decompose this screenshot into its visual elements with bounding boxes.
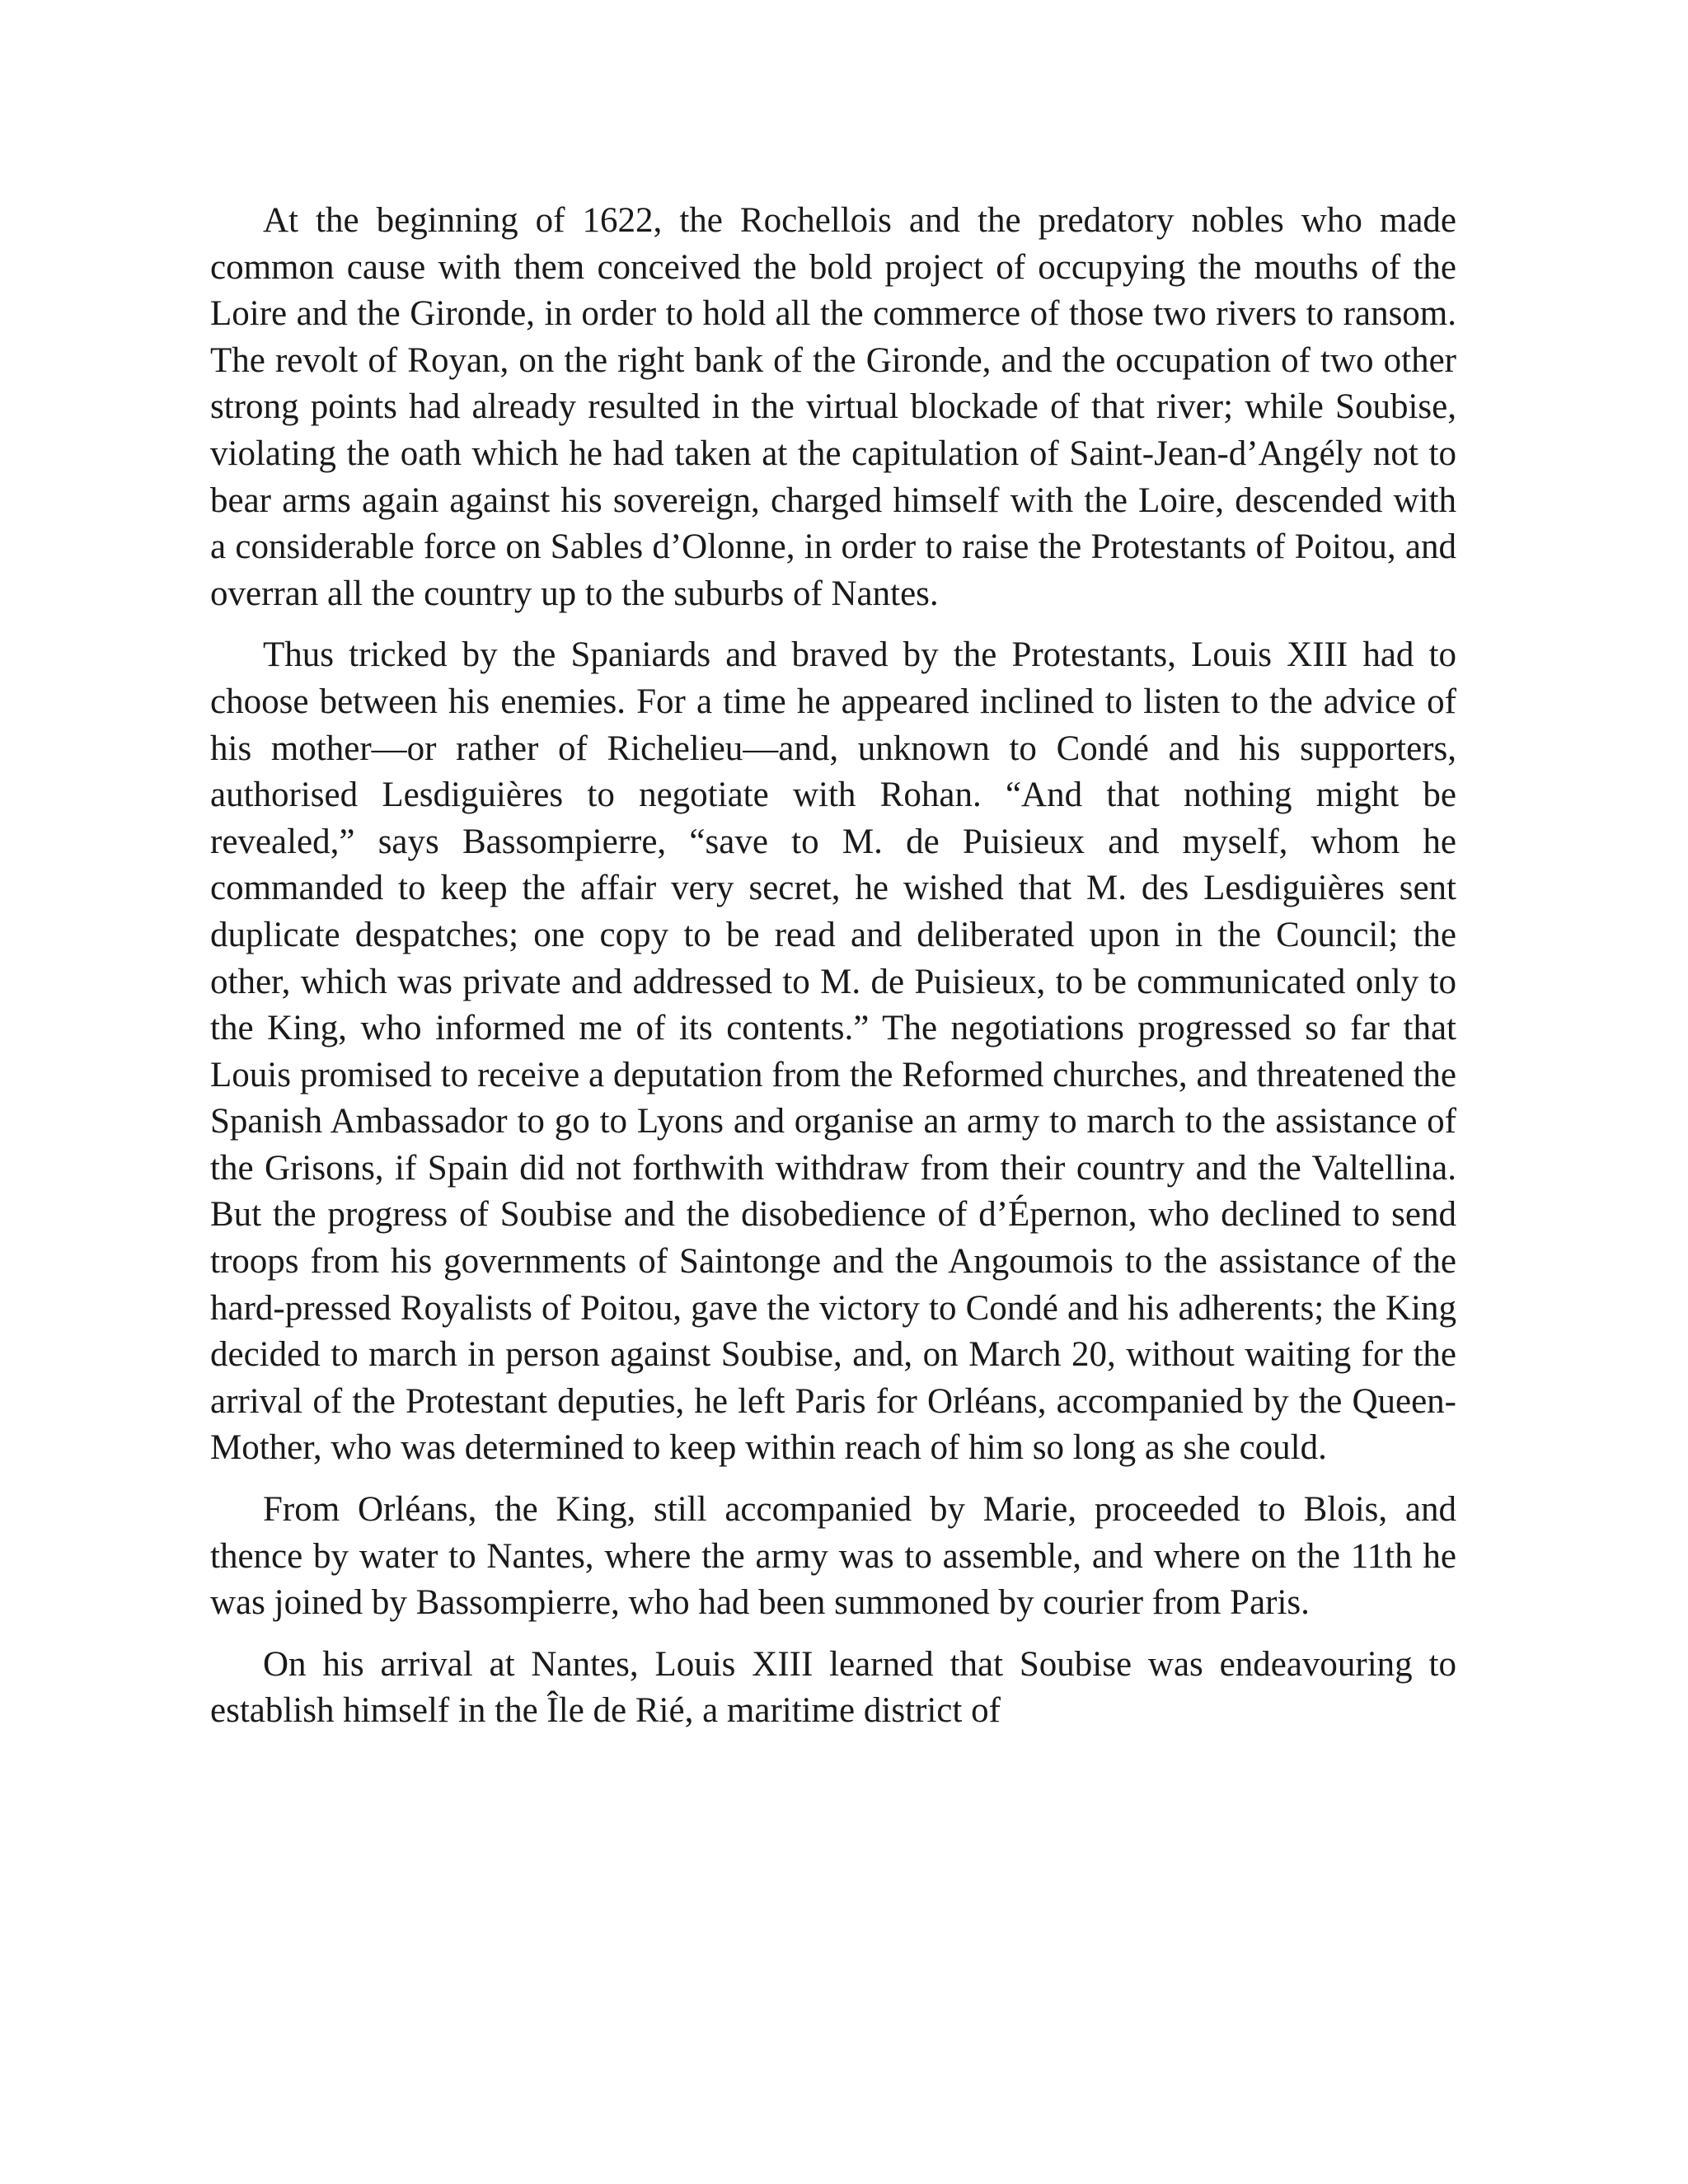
page-body (210, 198, 1456, 1750)
paragraph-4: On his arrival at Nantes, Louis XIII learned that Soubise was endeavouring to establish himself in the Île de Rié, a maritime district of (210, 1644, 1456, 1731)
paragraph-2: Thus tricked by the Spaniards and braved by the Protestants, Louis XIII had to choose between his enemies. For a time he appeared inclined to listen to the advice of his mother—or rather of Richelieu—and, unknown to Condé and his supporters, authorised Lesdiguières to negotiate with Rohan. “And that nothing might be revealed,” says Bassompierre, “save to M. de Puisieux and myself, whom he commanded to keep the affair very secret, he wished that M. des Lesdiguières sent duplicate despatches; one copy to be read and deliberated upon in the Council; the other, which was private and addressed to M. de Puisieux, to be communicated only to the King, who informed me of its contents.” The negotiations progressed so far that Louis promised to receive a deputation from the Reformed churches, and threatened the Spanish Ambassador to go to Lyons and organise an army to march to the assistance of the Grisons, if Spain did not forthwith withdraw from their country and the Valtellina. But the progress of Soubise and the disobedience of d’Épernon, who declined to send troops from his governments of Saintonge and the Angoumois to the assistance of the hard-pressed Royalists of Poitou, gave the victory to Condé and his adherents; the King decided to march in person against Soubise, and, on March 20, without waiting for the arrival of the Protestant deputies, he left Paris for Orléans, accompanied by the Queen-Mother, who was determined to keep within reach of him so long as she could. (210, 635, 1456, 1468)
paragraph-3: From Orléans, the King, still accompanied by Marie, proceeded to Blois, and thence by water to Nantes, where the army was to assemble, and where on the 11th he was joined by Bassompierre, who had been summoned by courier from Paris. (210, 1490, 1456, 1623)
paragraph-1: At the beginning of 1622, the Rochellois and the predatory nobles who made common cause with them conceived the bold project of occupying the mouths of the Loire and the Gironde, in order to hold all the commerce of those two rivers to ransom. The revolt of Royan, on the right bank of the Gironde, and the occupation of two other strong points had already resulted in the virtual blockade of that river; while Soubise, violating the oath which he had taken at the capitulation of Saint-Jean-d’Angély not to bear arms again against his sovereign, charged himself with the Loire, descended with a considerable force on Sables d’Olonne, in order to raise the Protestants of Poitou, and overran all the country up to the suburbs of Nantes. (210, 201, 1456, 613)
